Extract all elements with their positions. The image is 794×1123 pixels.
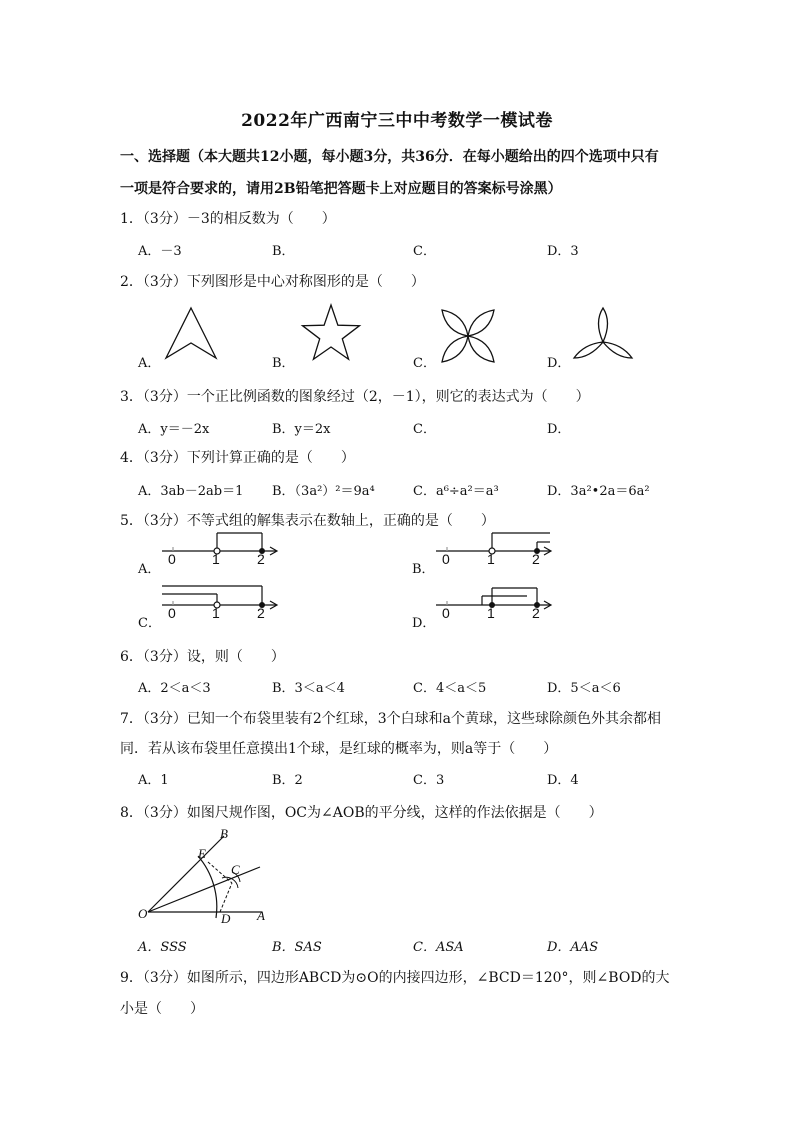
point-label-a: A (257, 908, 265, 923)
axis-label-2: 2 (257, 605, 265, 621)
question-2-stem: 2．（3分）下列图形是中心对称图形的是（ ） (120, 274, 425, 290)
question-7-option-c[interactable]: C．3 (413, 773, 445, 788)
page-title: 2022年广西南宁三中中考数学一模试卷 (241, 111, 553, 131)
question-4-option-b[interactable]: B．（3a²）²＝9a⁴ (272, 484, 375, 499)
axis-label-0: 0 (168, 551, 176, 567)
question-2-option-d[interactable]: D． (547, 356, 571, 371)
question-5-option-d[interactable]: D． (412, 616, 436, 631)
question-1-option-b[interactable]: B． (272, 244, 295, 259)
question-6-option-c[interactable]: C．4＜a＜5 (413, 681, 487, 696)
point-label-d: D (221, 911, 231, 926)
question-8-stem: 8．（3分）如图尺规作图，OC为∠AOB的平分线，这样的作法依据是（ ） (120, 805, 603, 821)
five-point-star-icon (300, 303, 362, 363)
question-2-option-a[interactable]: A． (138, 356, 161, 371)
question-6-option-a[interactable]: A．2＜a＜3 (138, 681, 211, 696)
axis-label-1: 1 (212, 551, 220, 567)
question-1-option-a[interactable]: A．－3 (138, 244, 182, 259)
point-label-e: E (198, 846, 206, 861)
section-heading-line-2: 一项是符合要求的，请用2B铅笔把答题卡上对应题目的答案标号涂黑） (120, 181, 562, 197)
question-7-stem-line-1: 7．（3分）已知一个布袋里装有2个红球，3个白球和a个黄球，这些球除颜色外其余都相 (120, 711, 661, 727)
question-5-option-c[interactable]: C． (138, 616, 161, 631)
axis-label-2: 2 (532, 551, 540, 567)
axis-label-1: 1 (212, 605, 220, 621)
point-label-b: B (220, 826, 228, 841)
axis-label-2: 2 (532, 605, 540, 621)
question-4-option-d[interactable]: D．3a²•2a＝6a² (547, 484, 650, 499)
question-1-option-c[interactable]: C． (413, 244, 436, 259)
axis-label-2: 2 (257, 551, 265, 567)
question-5-option-b[interactable]: B． (412, 562, 435, 577)
question-5-option-a[interactable]: A． (138, 562, 161, 577)
axis-label-1: 1 (487, 605, 495, 621)
question-7-stem-line-2: 同．若从该布袋里任意摸出1个球，是红球的概率为，则a等于（ ） (120, 741, 558, 757)
question-2-option-c[interactable]: C． (413, 356, 436, 371)
question-3-option-b[interactable]: B．y＝2x (272, 422, 331, 437)
question-6-option-d[interactable]: D．5＜a＜6 (547, 681, 621, 696)
axis-label-1: 1 (487, 551, 495, 567)
question-8-option-d[interactable]: D．AAS (547, 940, 599, 955)
three-petal-flower-icon (572, 306, 634, 364)
question-3-stem: 3．（3分）一个正比例函数的图象经过（2，－1），则它的表达式为（ ） (120, 389, 590, 405)
four-petal-flower-icon (438, 306, 498, 366)
question-6-stem: 6．（3分）设，则（ ） (120, 649, 285, 665)
question-2-option-b[interactable]: B． (272, 356, 295, 371)
question-9-stem-line-2: 小是（ ） (120, 1001, 204, 1017)
question-3-option-c[interactable]: C． (413, 422, 436, 437)
section-heading-line-1: 一、选择题（本大题共12小题，每小题3分，共36分．在每小题给出的四个选项中只有 (120, 149, 659, 165)
axis-label-0: 0 (168, 605, 176, 621)
axis-label-0: 0 (442, 551, 450, 567)
question-1-option-d[interactable]: D．3 (547, 244, 579, 259)
question-7-option-d[interactable]: D．4 (547, 773, 579, 788)
question-4-option-a[interactable]: A．3ab－2ab＝1 (138, 484, 244, 499)
point-label-o: O (138, 906, 148, 921)
question-6-option-b[interactable]: B．3＜a＜4 (272, 681, 345, 696)
question-4-option-c[interactable]: C．a⁶÷a²＝a³ (413, 484, 499, 499)
question-3-option-d[interactable]: D． (547, 422, 571, 437)
question-9-stem-line-1: 9．（3分）如图所示，四边形ABCD为⊙O的内接四边形，∠BCD＝120°，则∠BOD的大 (120, 970, 670, 986)
question-8-option-b[interactable]: B．SAS (272, 940, 322, 955)
question-8-option-c[interactable]: C．ASA (413, 940, 464, 955)
question-1-stem: 1．（3分）－3的相反数为（ ） (120, 211, 336, 227)
arrowhead-shape-icon (164, 306, 220, 362)
angle-bisector-construction-diagram (136, 826, 276, 928)
axis-label-0: 0 (442, 605, 450, 621)
question-4-stem: 4．（3分）下列计算正确的是（ ） (120, 450, 355, 466)
question-8-option-a[interactable]: A．SSS (138, 940, 187, 955)
question-5-stem: 5．（3分）不等式组的解集表示在数轴上，正确的是（ ） (120, 513, 495, 529)
point-label-c: C (231, 862, 240, 877)
question-7-option-a[interactable]: A．1 (138, 773, 169, 788)
question-3-option-a[interactable]: A．y＝－2x (138, 422, 210, 437)
question-7-option-b[interactable]: B．2 (272, 773, 303, 788)
